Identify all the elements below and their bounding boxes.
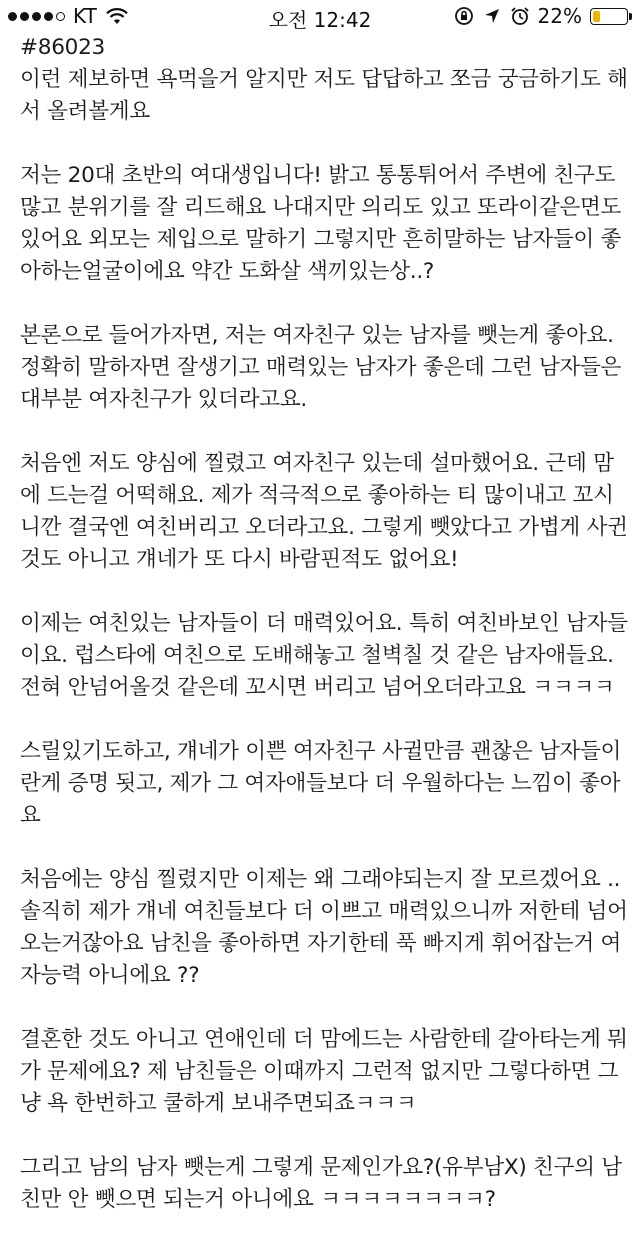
status-bar — [0, 0, 640, 32]
post-paragraph: 저는 20대 초반의 여대생입니다! 밝고 통통튀어서 주변에 친구도 많고 분위기를 잘 리드해요 나대지만 의리도 있고 또라이같은면도 있어요 외모는 제입으로 말하기 그렇지만 흔히말하는 남자들이 좋아하는얼굴이에요 약간 도화살 색끼있는상..? — [20, 163, 622, 284]
post-paragraph: 이런 제보하면 욕먹을거 알지만 저도 답답하고 쪼금 궁금하기도 해서 올려볼게요 — [20, 67, 628, 124]
carrier-name: KT — [73, 4, 97, 28]
clock: 오전 12:42 — [268, 8, 372, 32]
location-icon — [482, 6, 502, 26]
status-right — [454, 4, 632, 28]
battery-icon — [590, 8, 632, 25]
post-paragraph: 처음엔 저도 양심에 찔렸고 여자친구 있는데 설마했어요. 근데 맘에 드는걸 어떡해요. 제가 적극적으로 좋아하는 티 많이내고 꼬시니깐 결국엔 여친버리고 오더라고요. 그렇게 뺏았다고 가볍게 사귄것도 아니고 걔네가 또 다시 바람핀적도 없어요! — [20, 451, 628, 572]
alarm-icon — [510, 6, 530, 26]
post-paragraph: 결혼한 것도 아니고 연애인데 더 맘에드는 사람한테 갈아타는게 뭐가 문제에요? 제 남친들은 이때까지 그런적 없지만 그렇다하면 그냥 욕 한번하고 쿨하게 보내주면되죠ㅋㅋㅋ — [20, 1027, 628, 1116]
battery-level — [593, 11, 600, 22]
post-paragraph: 그리고 남의 남자 뺏는게 그렇게 문제인가요?(유부남X) 친구의 남친만 안 뺏으면 되는거 아니에요 ㅋㅋㅋㅋㅋㅋㅋㅋ? — [20, 1155, 622, 1212]
post-paragraph: 스릴있기도하고, 걔네가 이쁜 여자친구 사귈만큼 괜찮은 남자들이란게 증명 됫고, 제가 그 여자애들보다 더 우월하다는 느낌이 좋아요 — [20, 739, 622, 828]
post-paragraph: 처음에는 양심 찔렸지만 이제는 왜 그래야되는지 잘 모르겠어요 .. 솔직히 제가 걔네 여친들보다 더 이쁘고 매력있으니까 저한테 넘어오는거잖아요 남친을 좋아하면 자기한테 푹 빠지게 휘어잡는거 여자능력 아니에요 ?? — [20, 867, 628, 988]
battery-percent: 22% — [537, 4, 582, 28]
orientation-lock-icon — [454, 6, 474, 26]
post-paragraph: 본론으로 들어가자면, 저는 여자친구 있는 남자를 뺏는게 좋아요. 정확히 말하자면 잘생기고 매력있는 남자가 좋은데 그런 남자들은 대부분 여자친구가 있더라고요. — [20, 323, 622, 412]
post-id: #86023 — [20, 35, 105, 60]
post-content — [20, 32, 630, 1248]
post-paragraph: 이제는 여친있는 남자들이 더 매력있어요. 특히 여친바보인 남자들이요. 럽스타에 여친으로 도배해놓고 철벽칠 것 같은 남자애들요. 전혀 안넘어올것 같은데 꼬시면 버리고 넘어오더라고요 ㅋㅋㅋㅋ — [20, 611, 628, 700]
